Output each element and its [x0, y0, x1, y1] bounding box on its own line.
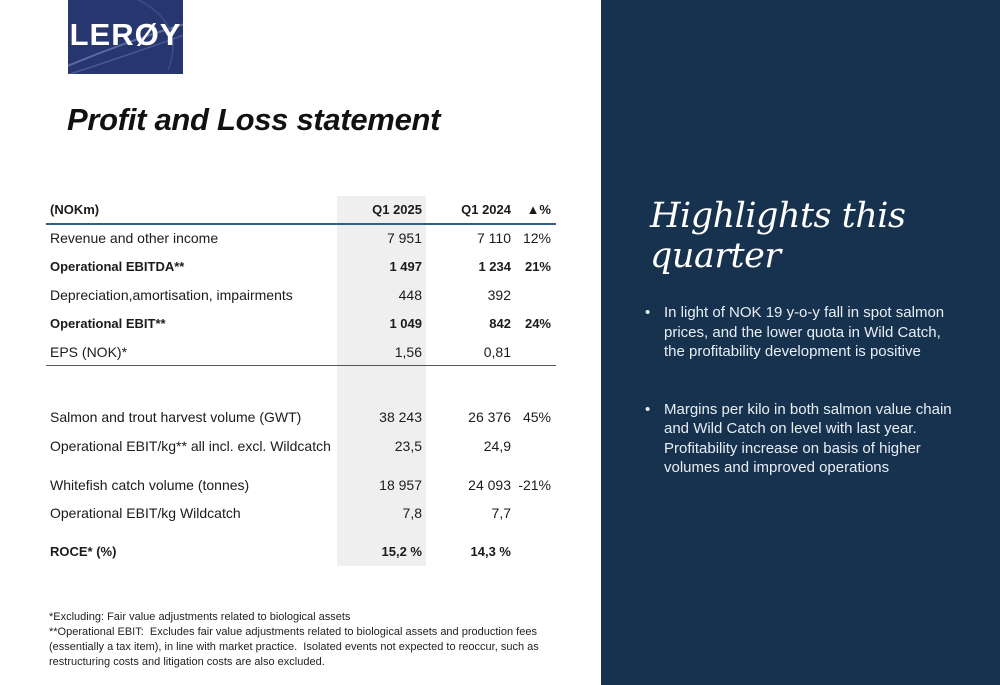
row-change: 12%: [522, 230, 551, 246]
row-label: Operational EBIT/kg Wildcatch: [50, 505, 241, 521]
table-row: [46, 230, 556, 252]
highlights-list: [645, 303, 965, 516]
row-q1-2025: 448: [398, 287, 422, 303]
row-q1-2025: 1 049: [389, 316, 422, 331]
row-q1-2025: 7 951: [386, 230, 422, 246]
row-q1-2024: 392: [487, 287, 511, 303]
row-change: 21%: [524, 259, 551, 274]
row-q1-2024: 842: [489, 316, 511, 331]
table-row: [46, 259, 556, 281]
header-q1-2024: Q1 2024: [461, 202, 511, 217]
row-q1-2024: 24 093: [468, 477, 511, 493]
row-label: EPS (NOK)*: [50, 344, 128, 360]
table-row: [46, 438, 556, 460]
highlight-text: In light of NOK 19 y-o-y fall in spot salmon prices, and the lower quota in Wild Catch, the profitability development is positive: [664, 304, 945, 360]
footnote-line: **Operational EBIT: Excludes fair value adjustments related to biological assets and production fees: [49, 626, 537, 638]
footnote-line: restructuring costs and litigation costs are also excluded.: [49, 656, 325, 668]
highlight-text: Margins per kilo in both salmon value chain and Wild Catch on level with last year. Profitability increase on basis of higher volumes and improved operations: [664, 400, 952, 476]
leroy-logo: [68, 0, 183, 74]
row-q1-2025: 7,8: [402, 505, 422, 521]
row-q1-2025: 23,5: [394, 438, 422, 454]
logo-text: LERØY: [69, 17, 182, 52]
row-q1-2024: 1 234: [478, 259, 511, 274]
row-label: Salmon and trout harvest volume (GWT): [50, 409, 302, 425]
header-q1-2025: Q1 2025: [372, 202, 422, 217]
row-q1-2025: 1,56: [394, 344, 422, 360]
page-title: Profit and Loss statement: [67, 102, 441, 137]
row-change: 45%: [522, 409, 551, 425]
table-row: [46, 477, 556, 499]
bullet-dot-icon: •: [645, 400, 651, 418]
table-row: [46, 505, 556, 527]
section-divider: [46, 365, 556, 366]
row-q1-2025: 18 957: [379, 477, 422, 493]
table-row: [46, 344, 556, 366]
row-q1-2024: 7 110: [477, 230, 511, 246]
row-q1-2024: 7,7: [491, 505, 511, 521]
row-q1-2024: 14,3 %: [470, 544, 511, 559]
row-label: Operational EBIT/kg** all incl. excl. Wildcatch: [50, 438, 331, 454]
row-q1-2025: 15,2 %: [381, 544, 422, 559]
row-change: -21%: [518, 477, 551, 493]
header-label: (NOKm): [50, 202, 100, 217]
row-q1-2024: 24,9: [483, 438, 511, 454]
row-label: ROCE* (%): [50, 544, 117, 559]
row-label: Depreciation,amortisation, impairments: [50, 287, 293, 303]
header-divider: [46, 223, 556, 225]
footnote-line: *Excluding: Fair value adjustments related to biological assets: [49, 611, 351, 623]
footnotes: [49, 610, 569, 670]
table-row: [46, 287, 556, 309]
row-q1-2024: 0,81: [483, 344, 511, 360]
highlight-item: [645, 303, 965, 362]
row-q1-2024: 26 376: [468, 409, 511, 425]
table-header-row: [46, 202, 556, 224]
row-q1-2025: 1 497: [389, 259, 422, 274]
row-q1-2025: 38 243: [379, 409, 422, 425]
row-label: Whitefish catch volume (tonnes): [50, 477, 250, 493]
highlight-item: [645, 400, 965, 478]
footnote-line: (essentially a tax item), in line with market practice. Isolated events not expected to reoccur, such as: [49, 641, 539, 653]
highlights-heading: Highlights this quarter: [650, 196, 906, 276]
table-row: [46, 544, 556, 566]
row-label: Operational EBITDA**: [50, 259, 185, 274]
table-row: [46, 409, 556, 431]
header-change: ▲%: [526, 202, 551, 217]
row-label: Revenue and other income: [50, 230, 219, 246]
table-row: [46, 316, 556, 338]
row-change: 24%: [524, 316, 551, 331]
row-label: Operational EBIT**: [50, 316, 166, 331]
bullet-dot-icon: •: [645, 304, 651, 321]
